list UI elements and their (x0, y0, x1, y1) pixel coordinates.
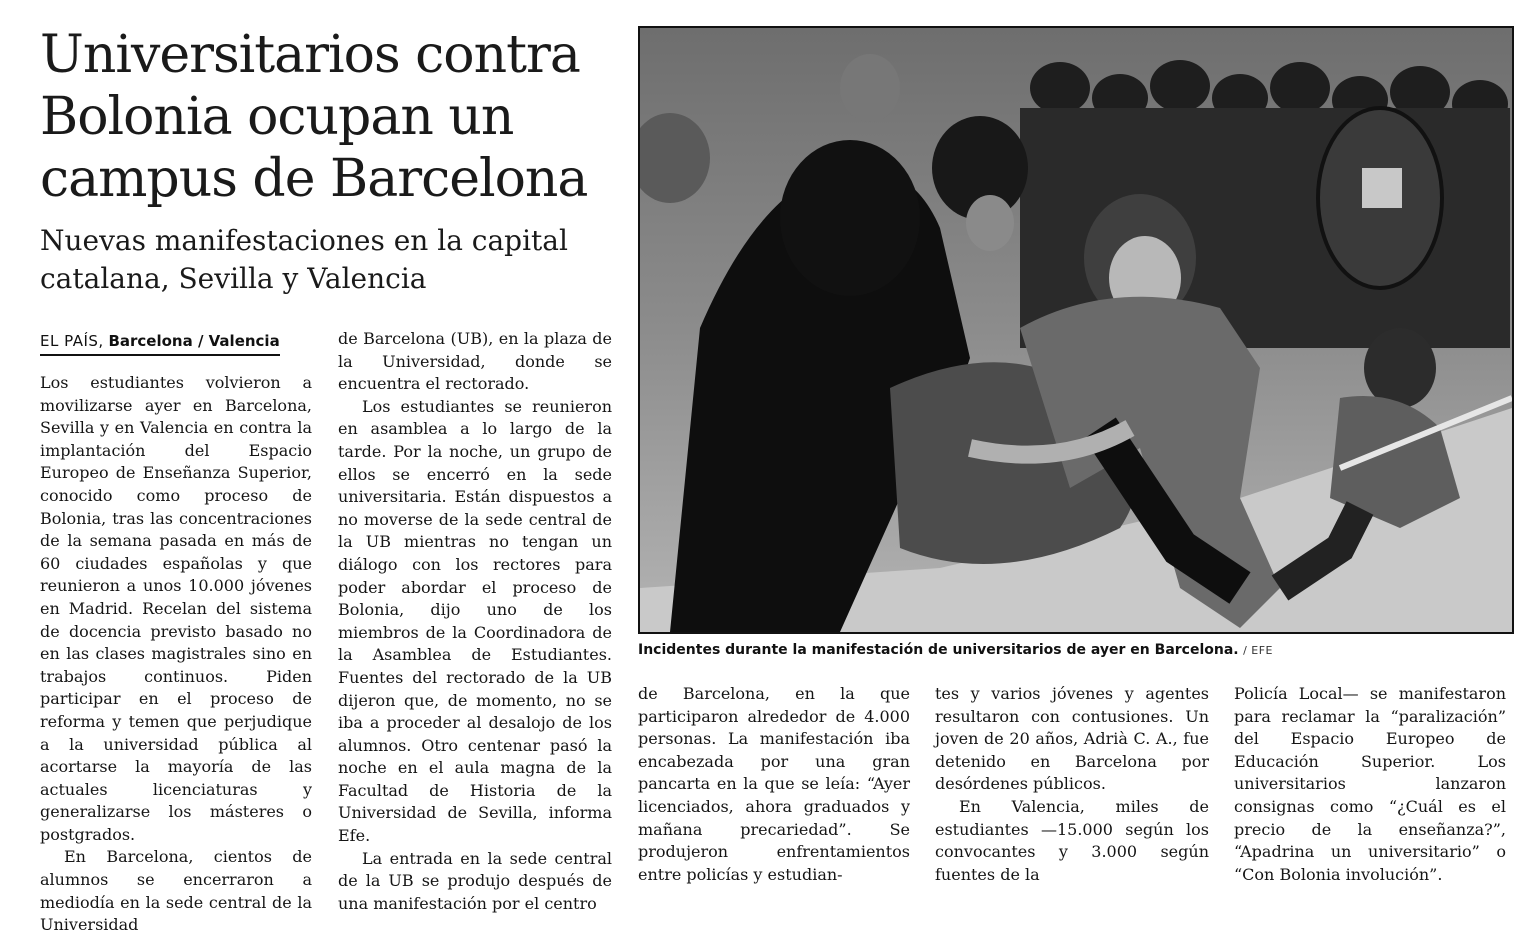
paragraph: de Barcelona (UB), en la plaza de la Universidad, donde se encuentra el rectorado. (338, 329, 612, 394)
byline-agency: EL PAÍS, (40, 332, 104, 350)
article-column-5 (1234, 683, 1506, 886)
paragraph: Los estudiantes volvieron a movilizarse ayer en Barcelona, Sevilla y en Valencia en contra la implantación del Espacio Europeo de Enseñanza Superior, conocido como proceso de Bolonia, tras las concentraciones de la semana pasada en más de 60 ciudades españolas y que reunieron a unos 10.000 jóvenes en Madrid. Recelan del sistema de docencia previsto basado no en las clases magistrales sino en trabajos continuos. Piden participar en el proceso de reforma y temen que perjudique a la universidad pública al acortarse la mayoría de las actuales licenciaturas y generalizarse los másteres o postgrados. (40, 373, 312, 844)
paragraph: Los estudiantes se reunieron en asamblea a lo largo de la tarde. Por la noche, un grupo de ellos se encerró en la sede universitaria. Están dispuestos a no moverse de la sede central de la UB mientras no tengan un diálogo con los rectores para poder abordar el proceso de Bolonia, dijo uno de los miembros de la Coordinadora de la Asamblea de Estudiantes. Fuentes del rectorado de la UB dijeron que, de momento, no se iba a proceder al desalojo de los alumnos. Otro centenar pasó la noche en el aula magna de la Facultad de Historia de la Universidad de Sevilla, informa Efe. (338, 396, 612, 846)
photo-credit: / EFE (1243, 644, 1274, 657)
paragraph: Policía Local— se manifestaron para reclamar la “paralización” del Espacio Europeo de Educación Superior. Los universitarios lanzaron consignas como “¿Cuál es el precio de la enseñanza?”, “Apadrina un universitario” o “Con Bolonia involución”. (1234, 684, 1506, 884)
article-column-4 (935, 683, 1209, 886)
paragraph: tes y varios jóvenes y agentes resultaron con contusiones. Un joven de 20 años, Adrià C. A., fue detenido en Barcelona por desórdenes públicos. (935, 684, 1209, 794)
article-headline: Universitarios contra Bolonia ocupan un campus de Barcelona (40, 25, 588, 209)
article-subheadline: Nuevas manifestaciones en la capital catalana, Sevilla y Valencia (40, 224, 568, 295)
paragraph: La entrada en la sede central de la UB se produjo después de una manifestación por el centro (338, 848, 612, 913)
protest-photo-illustration (640, 28, 1512, 632)
paragraph: En Valencia, miles de estudiantes —15.000 según los convocantes y 3.000 según fuentes de la (935, 796, 1209, 884)
byline (40, 331, 280, 356)
news-photo (638, 26, 1514, 634)
byline-place: Barcelona / Valencia (108, 332, 280, 350)
photo-caption-text: Incidentes durante la manifestación de universitarios de ayer en Barcelona. (638, 642, 1239, 658)
article-column-1 (40, 372, 312, 937)
article-column-3 (638, 683, 910, 886)
photo-caption (638, 640, 1518, 661)
article-column-2 (338, 328, 612, 915)
paragraph: de Barcelona, en la que participaron alrededor de 4.000 personas. La manifestación iba encabezada por una gran pancarta en la que se leía: “Ayer licenciados, ahora graduados y mañana precariedad”. Se produjeron enfrentamientos entre policías y estudian- (638, 684, 910, 884)
paragraph: En Barcelona, cientos de alumnos se encerraron a mediodía en la sede central de la Universidad (40, 847, 312, 935)
